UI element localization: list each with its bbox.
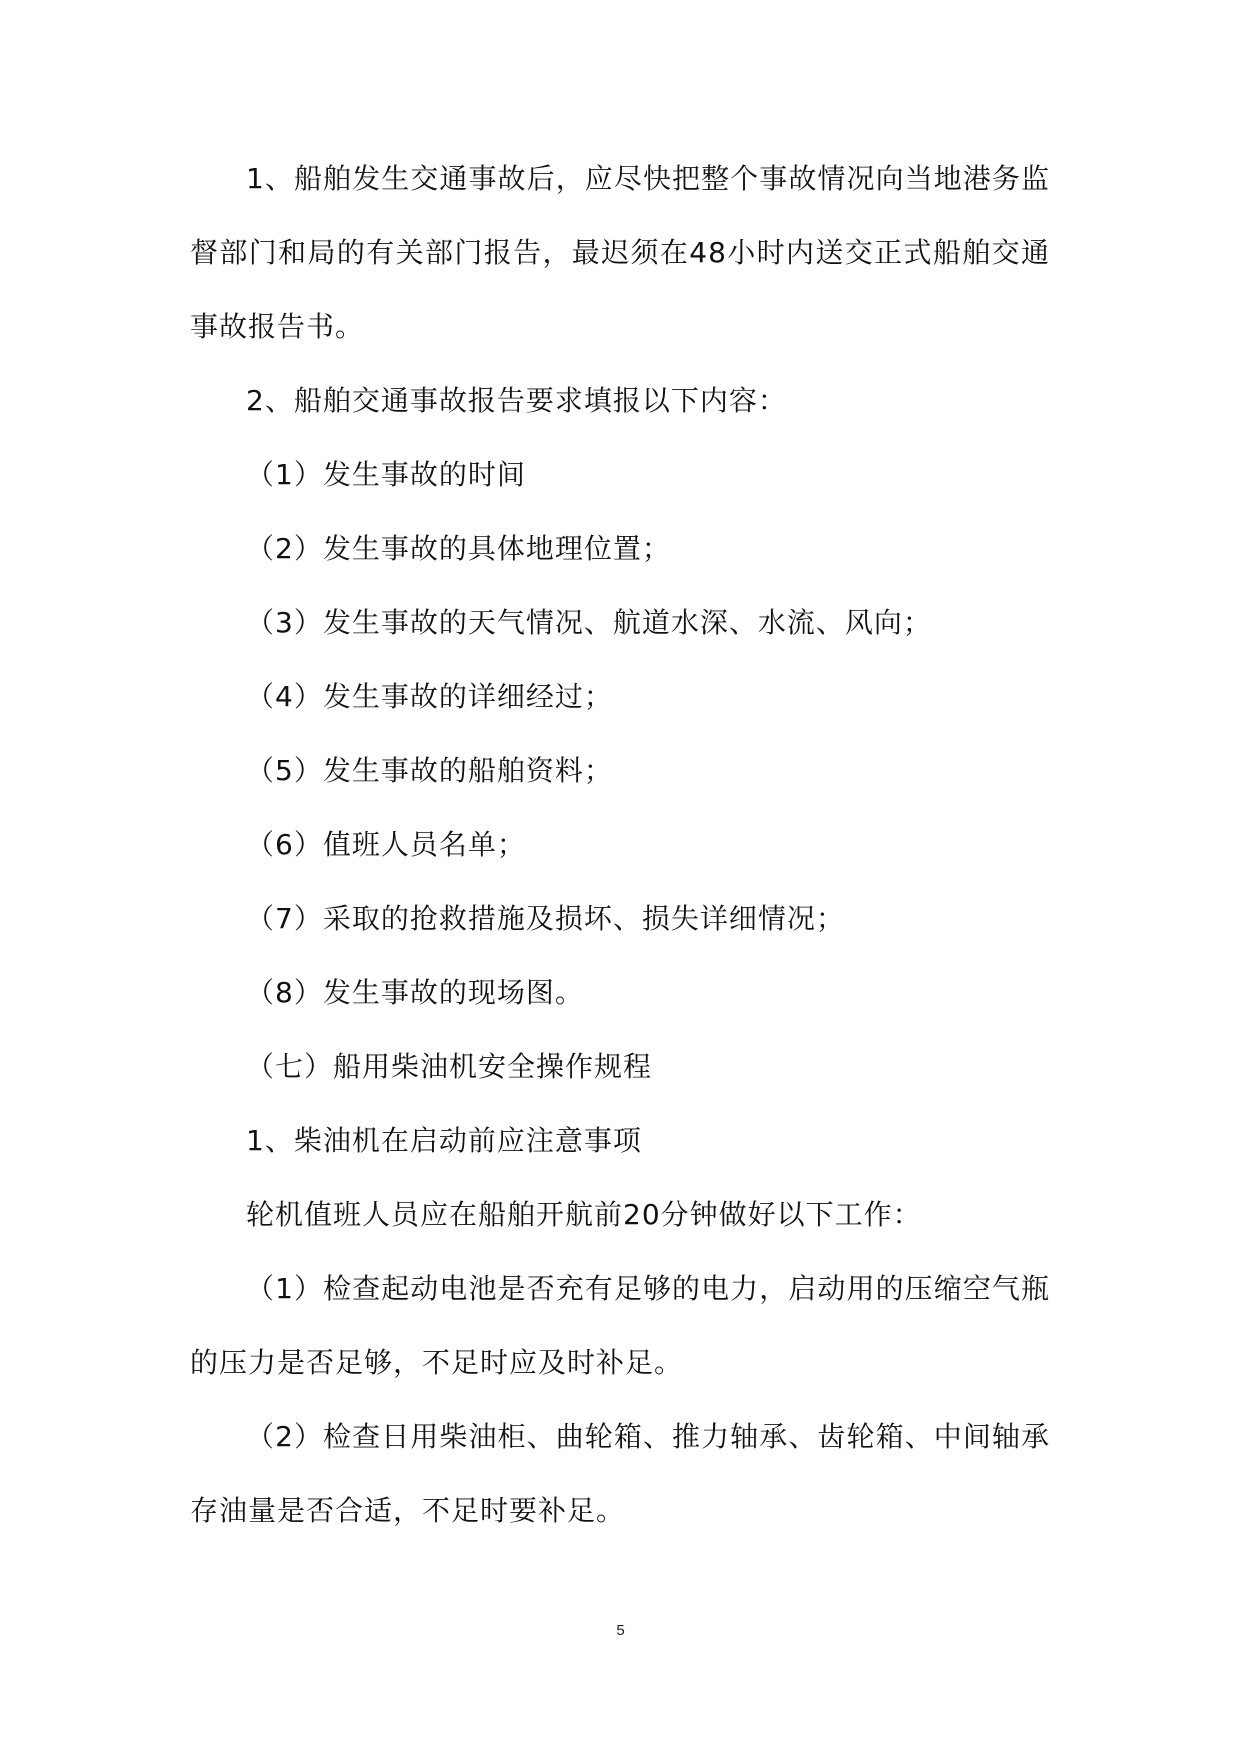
paragraph-accident-report-deadline: 1、船舶发生交通事故后，应尽快把整个事故情况向当地港务监督部门和局的有关部门报告，最迟须在48小时内送交正式船舶交通事故报告书。	[190, 162, 1050, 343]
subsection-heading: 1、柴油机在启动前应注意事项	[246, 1124, 642, 1157]
list-item: （8）发生事故的现场图。	[246, 976, 584, 1009]
list-item: （7）采取的抢救措施及损坏、损失详细情况；	[246, 902, 845, 935]
list-item: （5）发生事故的船舶资料；	[246, 754, 613, 787]
list-item: （1）检查起动电池是否充有足够的电力，启动用的压缩空气瓶的压力是否足够，不足时应及时补足。	[190, 1272, 1050, 1379]
list-item: （3）发生事故的天气情况、航道水深、水流、风向；	[246, 606, 932, 639]
section-heading: （七）船用柴油机安全操作规程	[246, 1050, 653, 1083]
list-item: （4）发生事故的详细经过；	[246, 680, 613, 713]
list-item: （6）值班人员名单；	[246, 828, 526, 861]
list-item: （2）发生事故的具体地理位置；	[246, 532, 671, 565]
paragraph-duty-instructions: 轮机值班人员应在船舶开航前20分钟做好以下工作：	[246, 1198, 922, 1231]
list-item: （1）发生事故的时间	[246, 458, 526, 491]
paragraph-report-contents-heading: 2、船舶交通事故报告要求填报以下内容：	[246, 384, 787, 417]
page-number: 5	[616, 1622, 625, 1639]
document-body	[190, 142, 1050, 1548]
list-item: （2）检查日用柴油柜、曲轮箱、推力轴承、齿轮箱、中间轴承存油量是否合适，不足时要补足。	[190, 1420, 1050, 1527]
